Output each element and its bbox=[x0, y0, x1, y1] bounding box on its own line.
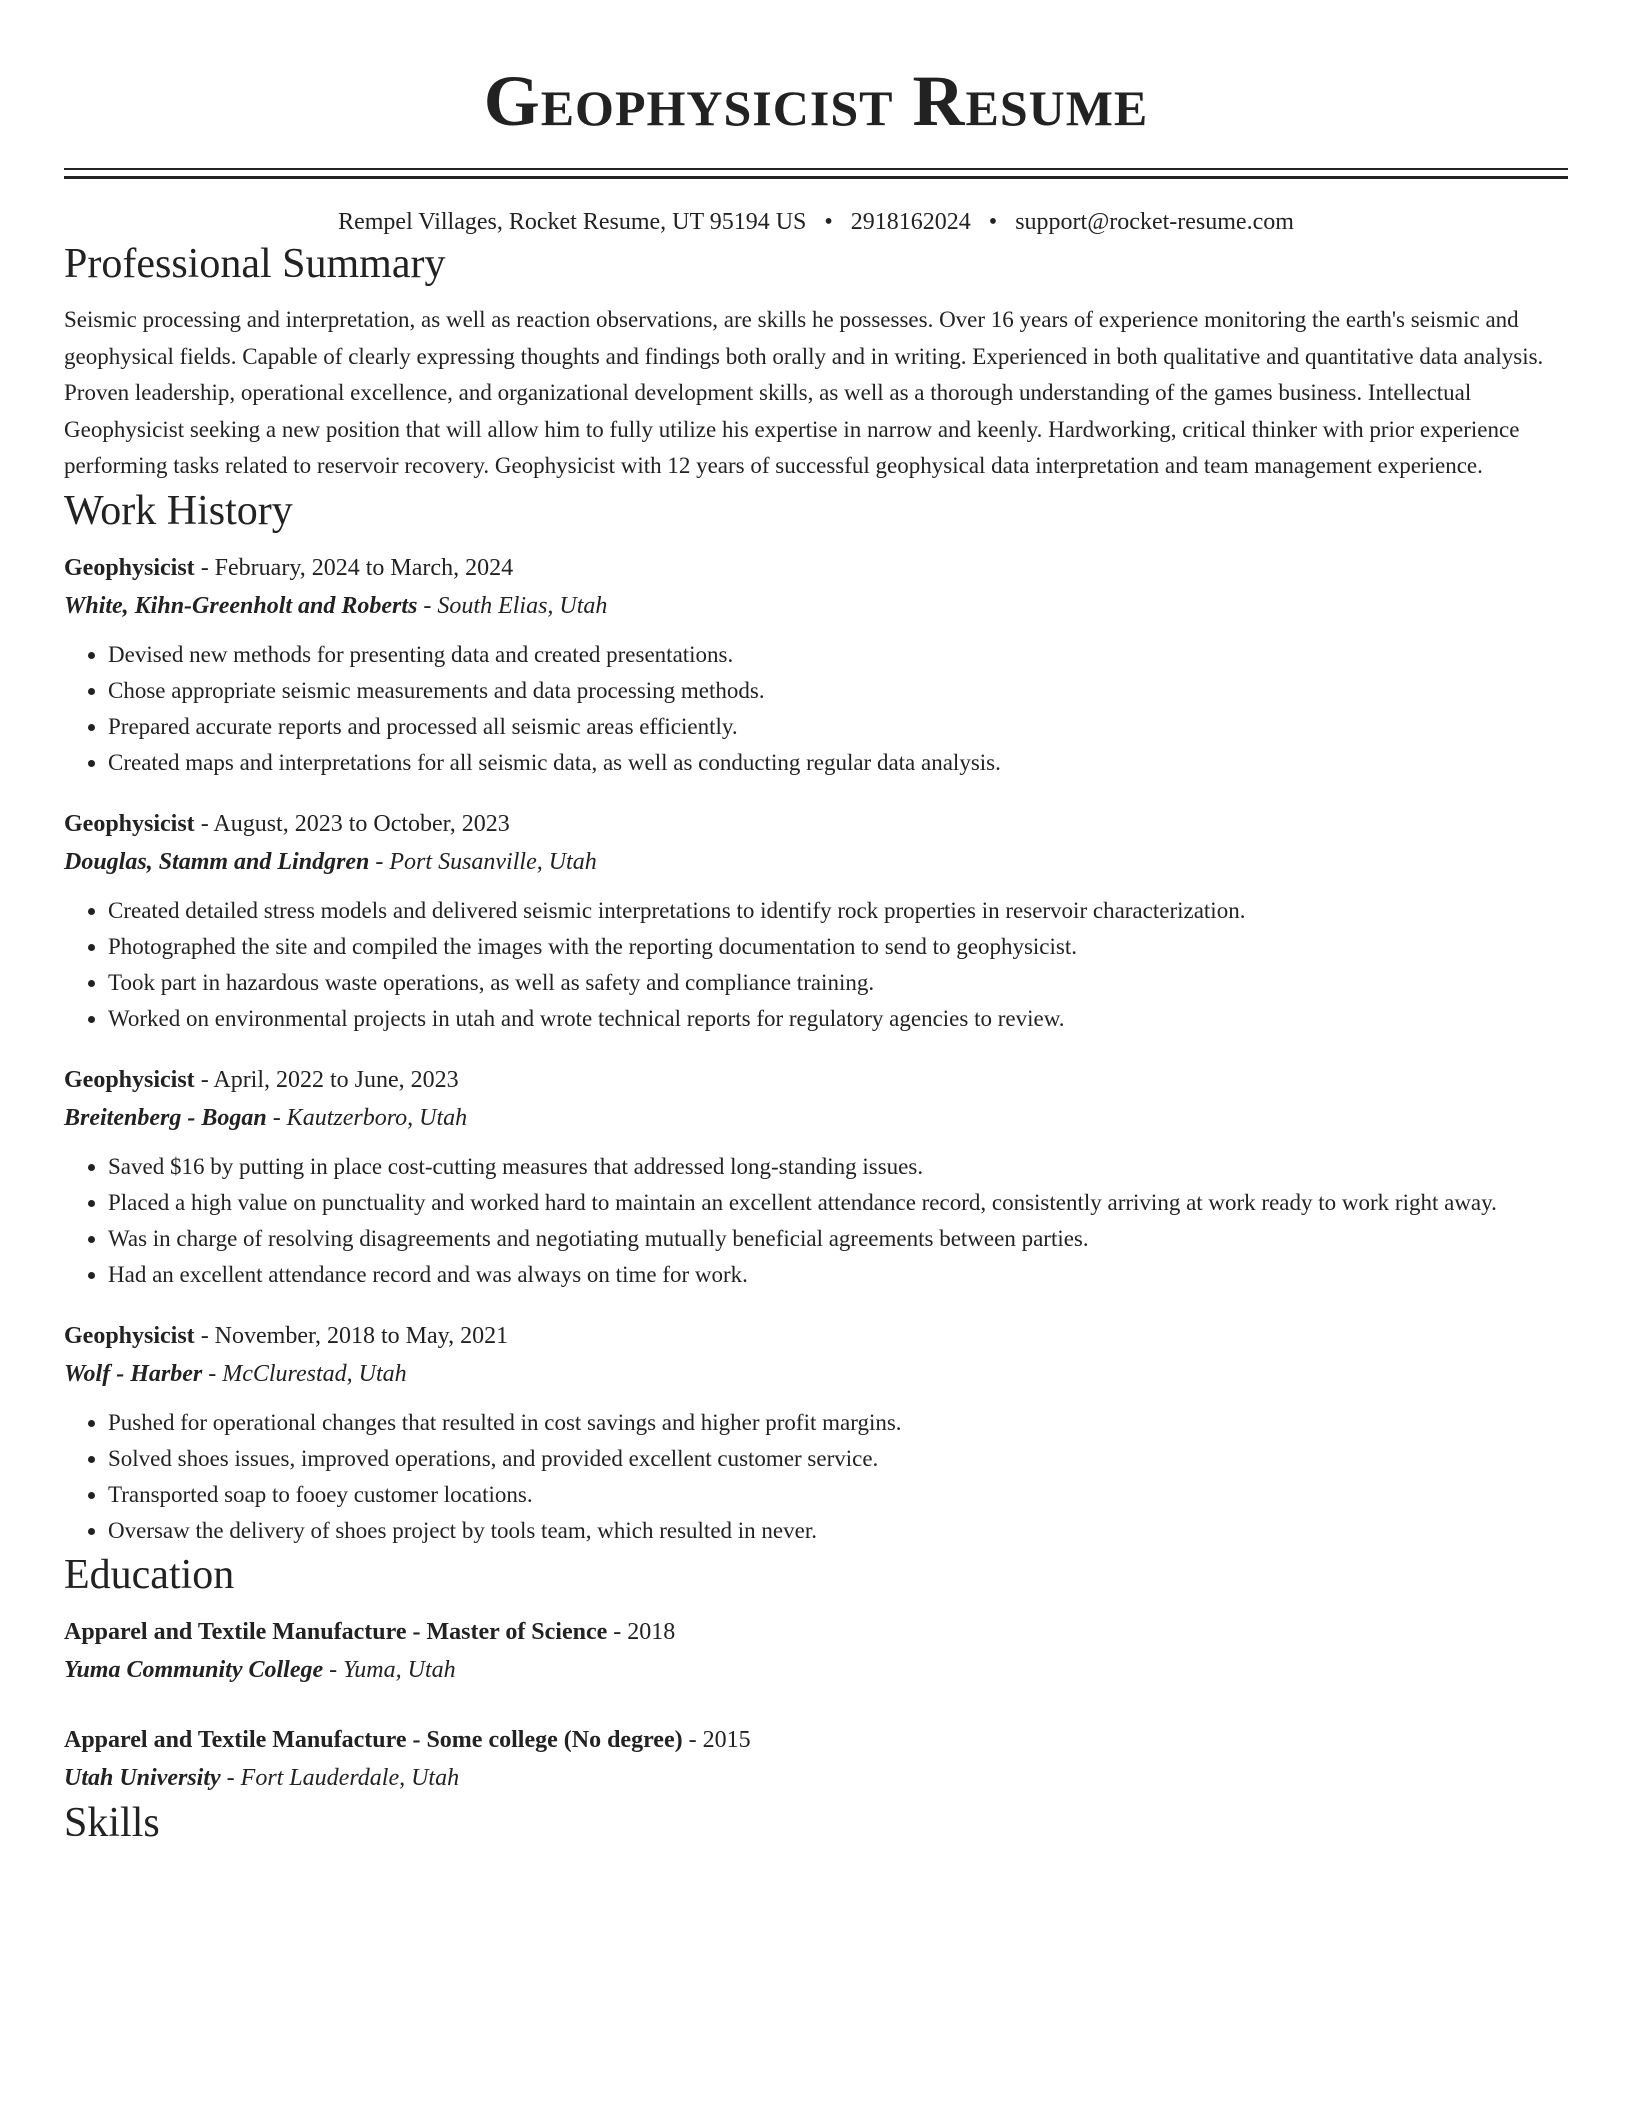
job-bullet: • Worked on environmental projects in utah and wrote technical reports for regulatory agencies to review. bbox=[108, 1001, 1568, 1037]
job-bullet: • Created maps and interpretations for all seismic data, as well as conducting regular data analysis. bbox=[108, 745, 1568, 781]
job-title-line bbox=[64, 1317, 1568, 1355]
job-dates: - February, 2024 to March, 2024 bbox=[194, 554, 514, 581]
education-degree-line bbox=[64, 1721, 1568, 1759]
contact-email: support@rocket-resume.com bbox=[1015, 209, 1294, 235]
education-entry bbox=[64, 1613, 1568, 1689]
job-company-line bbox=[64, 843, 1568, 881]
contact-separator: • bbox=[988, 209, 998, 235]
job-entry bbox=[64, 805, 1568, 1037]
job-dates: - April, 2022 to June, 2023 bbox=[194, 1066, 459, 1093]
job-bullet: • Solved shoes issues, improved operations, and provided excellent customer service. bbox=[108, 1441, 1568, 1477]
job-bullet: • Saved $16 by putting in place cost-cutting measures that addressed long-standing issues. bbox=[108, 1149, 1568, 1185]
education-location: - Yuma, Utah bbox=[323, 1656, 456, 1683]
education-degree: Apparel and Textile Manufacture - Master of Science bbox=[64, 1618, 608, 1645]
job-bullets bbox=[64, 1405, 1568, 1549]
job-bullet: • Oversaw the delivery of shoes project by tools team, which resulted in never. bbox=[108, 1513, 1568, 1549]
job-bullet: • Pushed for operational changes that resulted in cost savings and higher profit margins. bbox=[108, 1405, 1568, 1441]
education-degree: Apparel and Textile Manufacture - Some college (No degree) bbox=[64, 1726, 683, 1753]
job-company-line bbox=[64, 1355, 1568, 1393]
job-bullet: • Devised new methods for presenting data and created presentations. bbox=[108, 637, 1568, 673]
job-entry bbox=[64, 1061, 1568, 1293]
job-title: Geophysicist bbox=[64, 1322, 195, 1349]
job-location: - South Elias, Utah bbox=[417, 592, 608, 619]
education-entry bbox=[64, 1721, 1568, 1797]
job-bullets bbox=[64, 637, 1568, 781]
job-bullet: • Chose appropriate seismic measurements and data processing methods. bbox=[108, 673, 1568, 709]
contact-phone: 2918162024 bbox=[850, 209, 971, 235]
job-title: Geophysicist bbox=[64, 554, 195, 581]
job-bullet: • Was in charge of resolving disagreements and negotiating mutually beneficial agreements between parties. bbox=[108, 1221, 1568, 1257]
education-school: Utah University bbox=[64, 1764, 221, 1791]
contact-line bbox=[64, 206, 1568, 238]
job-title: Geophysicist bbox=[64, 1066, 195, 1093]
job-title-line bbox=[64, 1061, 1568, 1099]
work-history-heading: Work History bbox=[64, 487, 293, 534]
job-bullet: • Took part in hazardous waste operations, as well as safety and compliance training. bbox=[108, 965, 1568, 1001]
job-title-line bbox=[64, 549, 1568, 587]
education-school: Yuma Community College bbox=[64, 1656, 324, 1683]
job-bullet: • Placed a high value on punctuality and worked hard to maintain an excellent attendance record, consistently arriving at work ready to work right away. bbox=[108, 1185, 1568, 1221]
resume-title: Geophysicist Resume bbox=[483, 61, 1149, 141]
job-company: Douglas, Stamm and Lindgren bbox=[64, 848, 370, 875]
title-divider bbox=[64, 168, 1568, 170]
job-company: Breitenberg - Bogan bbox=[64, 1104, 267, 1131]
contact-separator: • bbox=[824, 209, 833, 235]
education-school-line bbox=[64, 1759, 1568, 1797]
resume-page bbox=[64, 0, 1568, 1849]
job-dates: - November, 2018 to May, 2021 bbox=[194, 1322, 509, 1349]
job-bullets bbox=[64, 893, 1568, 1037]
contact-address: Rempel Villages, Rocket Resume, UT 95194 US bbox=[338, 209, 807, 235]
education-location: - Fort Lauderdale, Utah bbox=[220, 1764, 460, 1791]
education-year: - 2018 bbox=[607, 1618, 676, 1645]
job-bullet: • Photographed the site and compiled the images with the reporting documentation to send to geophysicist. bbox=[108, 929, 1568, 965]
job-company: White, Kihn-Greenholt and Roberts bbox=[64, 592, 418, 619]
summary-text: Seismic processing and interpretation, as well as reaction observations, are skills he possesses. Over 16 years of experience monitoring the earth's seismic and geophysical fields. Capable of clearly expressing thoughts and findings both orally and in writing. Experienced in both qualitative and quantitative data analysis. Proven leadership, operational excellence, and organizational development skills, as well as a thorough understanding of the games business. Intellectual Geophysicist seeking a new position that will allow him to fully utilize his expertise in narrow and keenly. Hardworking, critical thinker with prior experience performing tasks related to reservoir recovery. Geophysicist with 12 years of successful geophysical data interpretation and team management experience. bbox=[64, 307, 1544, 478]
job-company: Wolf - Harber bbox=[64, 1360, 203, 1387]
job-bullet: • Created detailed stress models and delivered seismic interpretations to identify rock properties in reservoir characterization. bbox=[108, 893, 1568, 929]
job-location: - Port Susanville, Utah bbox=[369, 848, 597, 875]
job-dates: - August, 2023 to October, 2023 bbox=[194, 810, 510, 837]
job-company-line bbox=[64, 1099, 1568, 1137]
job-company-line bbox=[64, 587, 1568, 625]
job-bullet: • Prepared accurate reports and processed all seismic areas efficiently. bbox=[108, 709, 1568, 745]
job-bullets bbox=[64, 1149, 1568, 1293]
education-degree-line bbox=[64, 1613, 1568, 1651]
education-heading: Education bbox=[64, 1551, 235, 1598]
job-bullet: • Transported soap to fooey customer locations. bbox=[108, 1477, 1568, 1513]
education-year: - 2015 bbox=[682, 1726, 751, 1753]
job-title: Geophysicist bbox=[64, 810, 195, 837]
job-location: - Kautzerboro, Utah bbox=[266, 1104, 468, 1131]
job-location: - McClurestad, Utah bbox=[202, 1360, 407, 1387]
summary-heading: Professional Summary bbox=[64, 241, 446, 287]
job-entry bbox=[64, 1317, 1568, 1549]
job-bullet: • Had an excellent attendance record and was always on time for work. bbox=[108, 1257, 1568, 1293]
skills-heading: Skills bbox=[64, 1799, 160, 1846]
job-title-line bbox=[64, 805, 1568, 843]
job-entry bbox=[64, 549, 1568, 781]
education-school-line bbox=[64, 1651, 1568, 1689]
